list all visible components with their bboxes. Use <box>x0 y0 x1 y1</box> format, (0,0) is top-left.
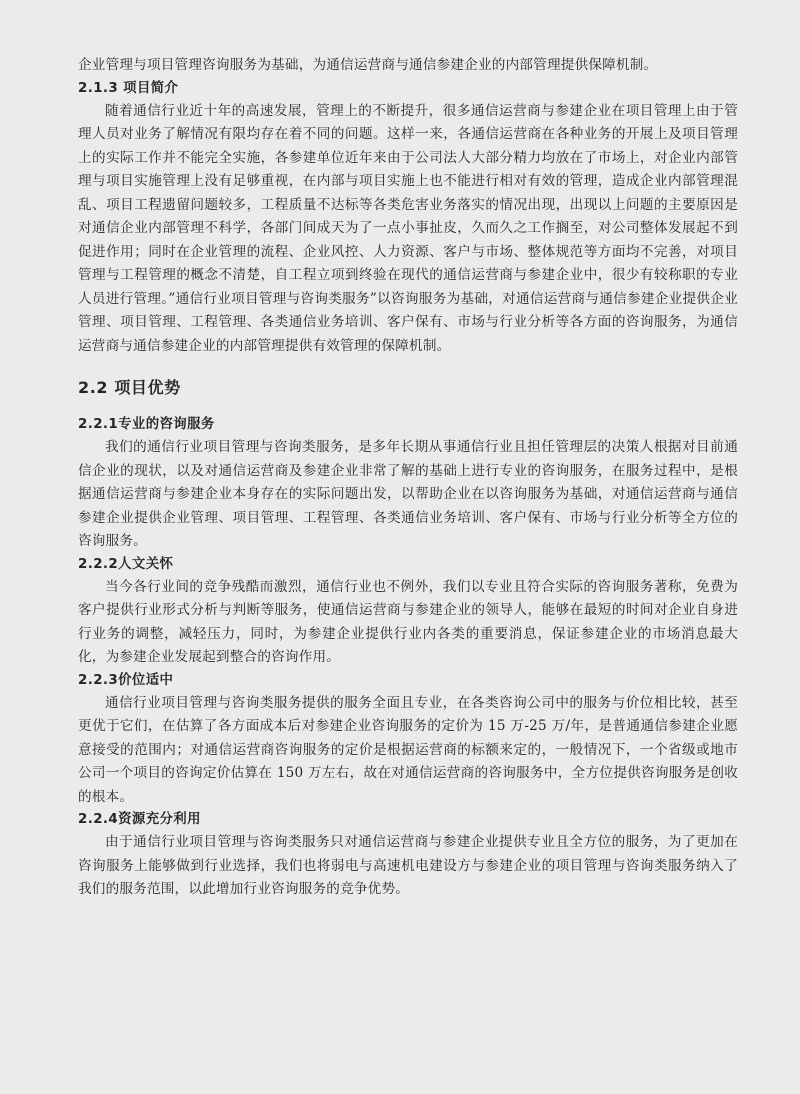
section-heading-2-2-4: 2.2.4资源充分利用 <box>78 812 201 827</box>
section-body-2-1-3: 随着通信行业近十年的高速发展，管理上的不断提升，很多通信运营商与参建企业在项目管理上由于管理人员对业务了解情况有限均存在着不同的问题。这样一来，各通信运营商在各种业务的开展上及项目管理上的实际工作并不能完全实施，各参建单位近年来由于公司法人大部分精力均放在了市场上，对企业内部管理与项目实施管理上没有足够重视，在内部与项目实施上也不能进行相对有效的管理，造成企业内部管理混乱、项目工程遗留问题较多，工程质量不达标等各类危害业务落实的情况出现，出现以上问题的主要原因是对通信企业内部管理不科学，各部门间成天为了一点小事扯皮，久而久之工作搁至，对公司整体发展起不到促进作用；同时在企业管理的流程、企业风控、人力资源、客户与市场、整体规范等方面均不完善，对项目管理与工程管理的概念不清楚，自工程立项到终验在现代的通信运营商与参建企业中，很少有较称职的专业人员进行管理。”通信行业项目管理与咨询类服务”以咨询服务为基础，对通信运营商与通信参建企业提供企业管理、项目管理、工程管理、各类通信业务培训、客户保有、市场与行业分析等各方面的咨询服务，为通信运营商与通信参建企业的内部管理提供有效管理的保障机制。 <box>78 102 738 354</box>
section-body-2-2-1: 我们的通信行业项目管理与咨询类服务，是多年长期从事通信行业且担任管理层的决策人根据对目前通信企业的现状，以及对通信运营商及参建企业非常了解的基础上进行专业的咨询服务，在服务过程中，是根据通信运营商与参建企业本身存在的实际问题出发，以帮助企业在以咨询服务为基础，对通信运营商与通信参建企业提供企业管理、项目管理、工程管理、各类通信业务培训、客户保有、市场与行业分析等全方位的咨询服务。 <box>78 439 738 549</box>
section-heading-2-2-1: 2.2.1专业的咨询服务 <box>78 417 215 432</box>
section-body-2-2-3: 通信行业项目管理与咨询类服务提供的服务全面且专业，在各类咨询公司中的服务与价位相比较，甚至更优于它们，在估算了各方面成本后对参建企业咨询服务的定价为 15 万-25 万/年，是普通通信参建企业愿意接受的范围内；对通信运营商咨询服务的定价是根据运营商的标额来定的，一般情况下，一个省级或地市公司一个项目的咨询定价估算在 150 万左右，故在对通信运营商的咨询服务中，全方位提供咨询服务是创收的根本。 <box>78 694 738 805</box>
section-heading-2-2: 2.2 项目优势 <box>78 378 181 397</box>
section-heading-2-1-3: 2.1.3 项目简介 <box>78 80 179 96</box>
section-body-2-2-2: 当今各行业间的竞争残酷而激烈，通信行业也不例外，我们以专业且符合实际的咨询服务著称，免费为客户提供行业形式分析与判断等服务，使通信运营商与参建企业的领导人，能够在最短的时间对企业自身进行业务的调整，减轻压力，同时，为参建企业提供行业内各类的重要消息，保证参建企业的市场消息最大化，为参建企业发展起到整合的咨询作用。 <box>78 578 738 665</box>
section-heading-2-2-2: 2.2.2人文关怀 <box>78 556 174 572</box>
intro-paragraph: 企业管理与项目管理咨询服务为基础，为通信运营商与通信参建企业的内部管理提供保障机制。 <box>78 57 658 73</box>
section-body-2-2-4: 由于通信行业项目管理与咨询类服务只对通信运营商与参建企业提供专业且全方位的服务，为了更加在咨询服务上能够做到行业选择，我们也将弱电与高速机电建设方与参建企业的项目管理与咨询类服务纳入了我们的服务范围，以此增加行业咨询服务的竞争优势。 <box>78 834 738 897</box>
section-heading-2-2-3: 2.2.3价位适中 <box>78 672 174 688</box>
